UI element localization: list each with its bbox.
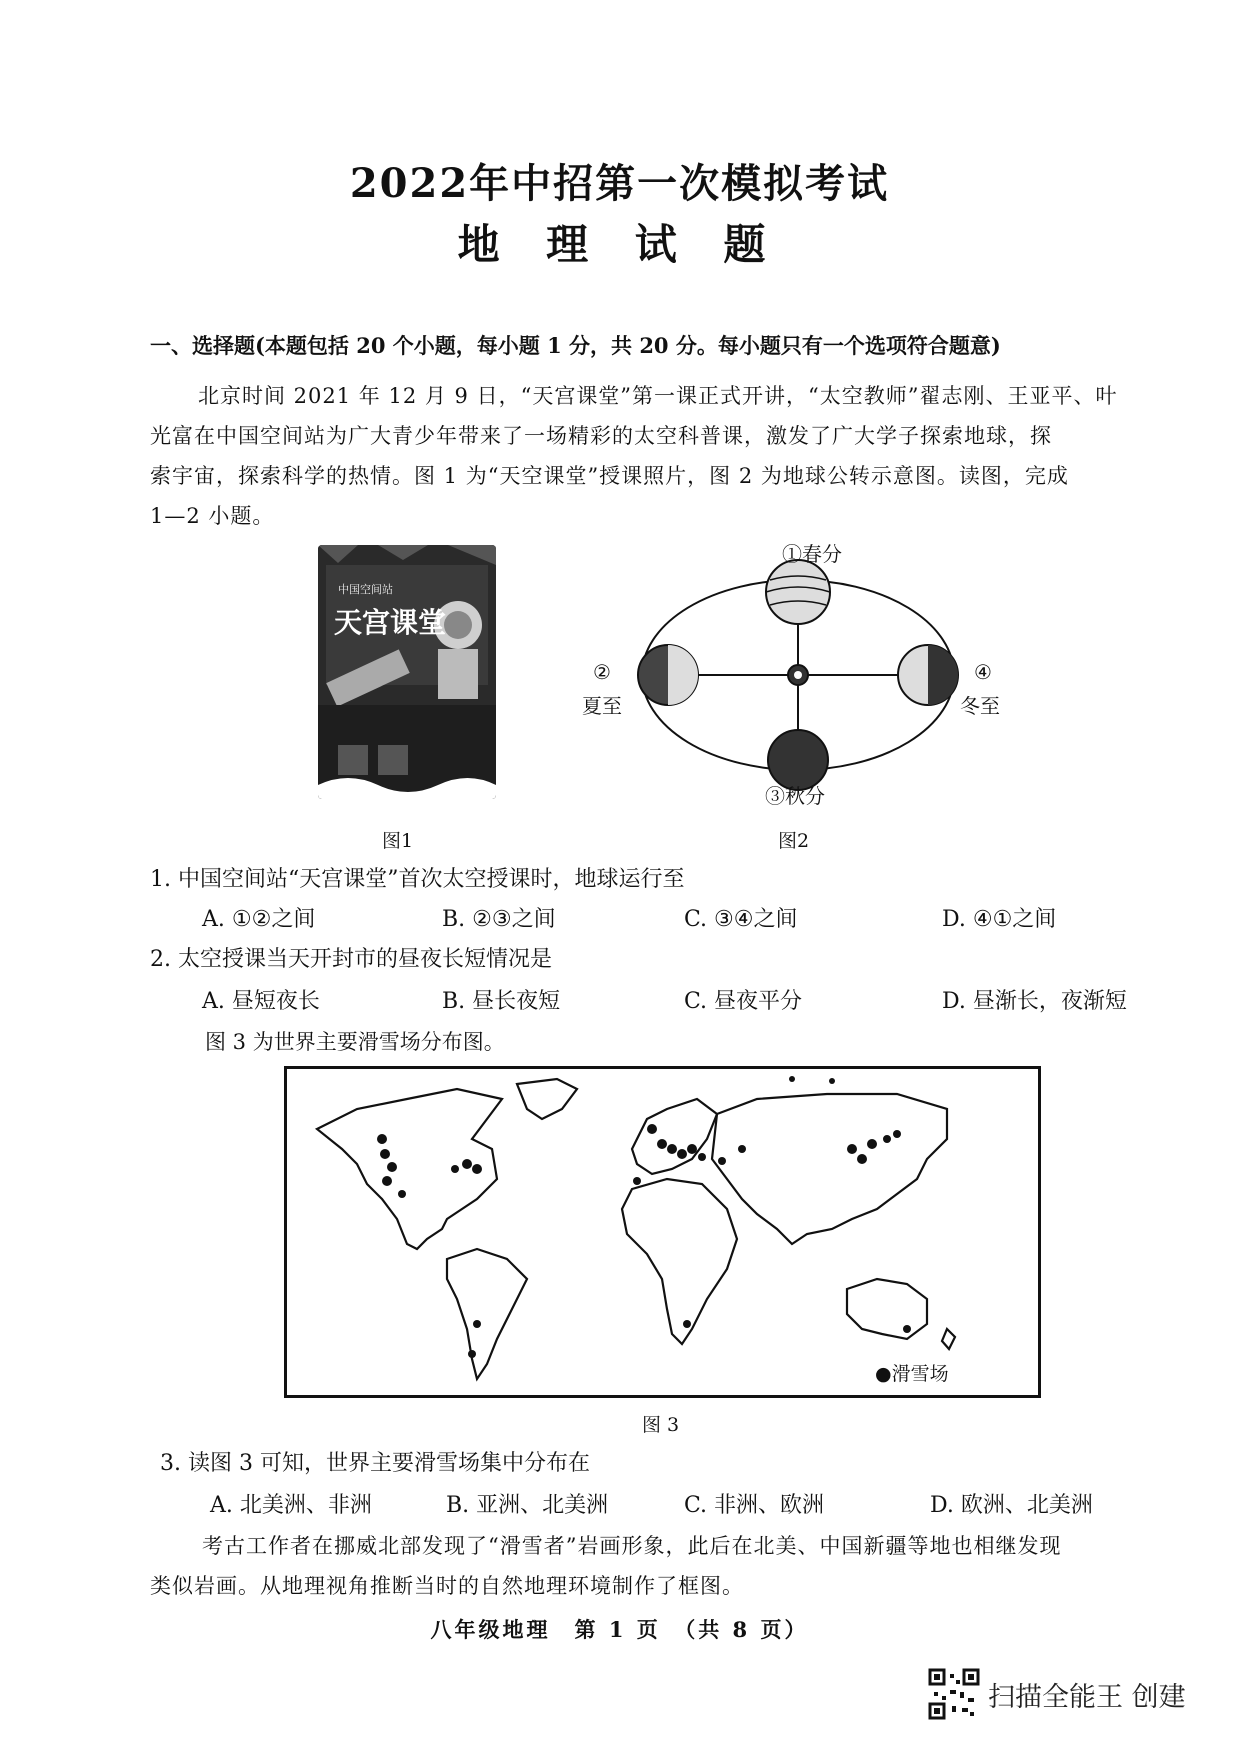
q1-option-d: D. ④①之间 — [942, 907, 1057, 932]
q3-option-b: B. 亚洲、北美洲 — [446, 1493, 609, 1518]
figure-1-photo — [318, 545, 496, 799]
fig2-label-winter-num: ④ — [974, 660, 992, 684]
fig2-label-spring: ①春分 — [782, 542, 842, 566]
q2-option-a: A. 昼短夜长 — [202, 989, 320, 1014]
scanner-watermark: 扫描全能王 创建 — [988, 1682, 1186, 1713]
q3-option-a: A. 北美洲、非洲 — [210, 1493, 372, 1518]
earth-spring-icon — [766, 560, 830, 624]
ski-resort-markers — [377, 1076, 911, 1358]
fig2-label-summer-num: ② — [593, 660, 611, 684]
q2-option-b: B. 昼长夜短 — [442, 989, 561, 1014]
world-map-outline — [287, 1069, 1038, 1395]
question-1: 1. 中国空间站“天宫课堂”首次太空授课时，地球运行至 — [150, 867, 685, 892]
asia-outline — [712, 1094, 947, 1244]
intro-line-4: 1—2 小题。 — [150, 504, 275, 528]
question-2: 2. 太空授课当天开封市的昼夜长短情况是 — [150, 947, 552, 972]
figure-1-caption: 图1 — [382, 830, 414, 852]
intro-line-2: 光富在中国空间站为广大青少年带来了一场精彩的太空科普课，激发了广大学子探索地球，探 — [150, 424, 1052, 448]
fig2-label-summer: 夏至 — [582, 694, 622, 718]
qr-code-icon — [928, 1668, 980, 1720]
q2-option-c: C. 昼夜平分 — [684, 989, 803, 1014]
q1-option-c: C. ③④之间 — [684, 907, 798, 932]
south-america-outline — [447, 1249, 527, 1379]
new-zealand-outline — [942, 1329, 955, 1349]
fig2-label-autumn: ③秋分 — [765, 784, 825, 808]
figure-3-intro: 图 3 为世界主要滑雪场分布图。 — [205, 1030, 505, 1054]
intro-line-1: 北京时间 2021 年 12 月 9 日，“天宫课堂”第一课正式开讲，“太空教师”翟志刚、王亚平、叶 — [198, 384, 1118, 408]
closing-line-2: 类似岩画。从地理视角推断当时的自然地理环境制作了框图。 — [150, 1574, 744, 1598]
closing-line-1: 考古工作者在挪威北部发现了“滑雪者”岩画形象，此后在北美、中国新疆等地也相继发现 — [202, 1534, 1062, 1558]
q3-option-d: D. 欧洲、北美洲 — [930, 1493, 1093, 1518]
figure-2-orbit-diagram — [580, 530, 1000, 820]
europe-outline — [632, 1099, 717, 1174]
fig2-label-winter: 冬至 — [960, 694, 1000, 718]
q3-option-c: C. 非洲、欧洲 — [684, 1493, 825, 1518]
page-footer: 八年级地理 第 1 页 （共 8 页） — [430, 1617, 809, 1642]
africa-outline — [622, 1179, 737, 1344]
section-heading: 一、选择题(本题包括 20 个小题，每小题 1 分，共 20 分。每小题只有一个选项符合题意) — [150, 333, 1001, 358]
figure-3-caption: 图 3 — [642, 1414, 680, 1436]
figure-3-map — [284, 1066, 1041, 1398]
exam-subtitle: 地 理 试 题 — [457, 220, 782, 269]
intro-line-3: 索宇宙，探索科学的热情。图 1 为“天空课堂”授课照片，图 2 为地球公转示意图。读图，完成 — [150, 464, 1069, 488]
exam-title: 2022年中招第一次模拟考试 — [349, 160, 890, 207]
greenland-outline — [517, 1079, 577, 1119]
figure-2-caption: 图2 — [778, 830, 810, 852]
q1-option-a: A. ①②之间 — [202, 907, 316, 932]
q1-option-b: B. ②③之间 — [442, 907, 556, 932]
q2-option-d: D. 昼渐长，夜渐短 — [942, 989, 1127, 1014]
photo-small-label: 中国空间站 — [338, 583, 393, 596]
australia-outline — [847, 1279, 927, 1339]
map-legend-ski-resort: ●滑雪场 — [875, 1363, 949, 1385]
photo-big-label: 天宫课堂 — [334, 606, 447, 639]
question-3: 3. 读图 3 可知，世界主要滑雪场集中分布在 — [160, 1451, 590, 1476]
